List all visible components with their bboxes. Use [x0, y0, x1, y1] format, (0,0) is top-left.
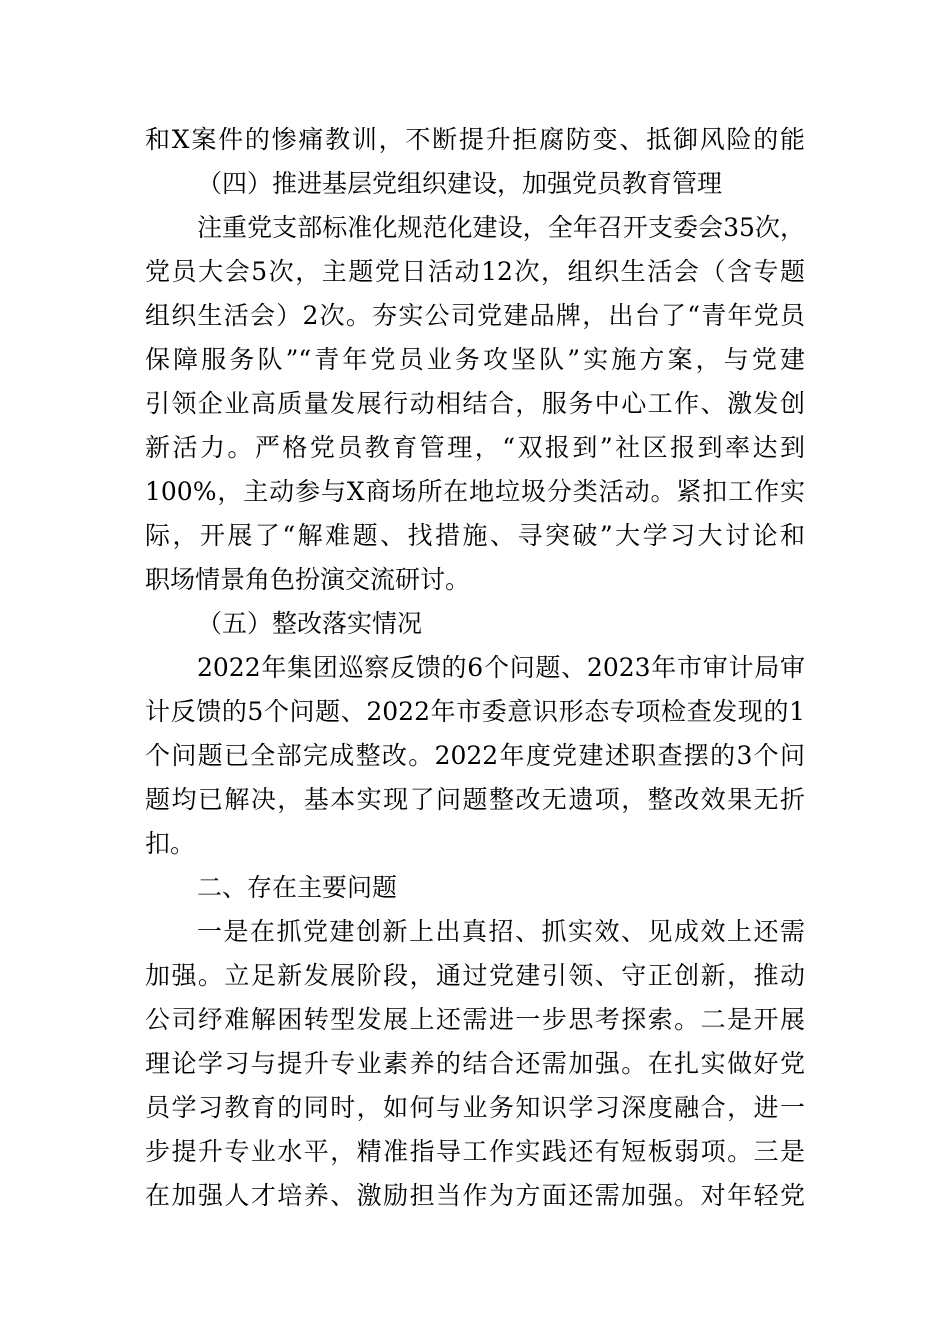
text-line: 际，开展了“解难题、找措施、寻突破”大学习大讨论和 — [145, 521, 805, 550]
section-heading-4 — [145, 162, 805, 206]
text-line: 公司纾难解困转型发展上还需进一步思考探索。二是开展 — [145, 1005, 805, 1034]
section-heading-5 — [145, 602, 805, 646]
text-line: 和X案件的惨痛教训，不断提升拒腐防变、抵御风险的能 — [145, 125, 805, 154]
text-line: 员学习教育的同时，如何与业务知识学习深度融合，进一 — [145, 1093, 805, 1122]
document-page — [145, 118, 805, 1218]
text-line: 步提升专业水平，精准指导工作实践还有短板弱项。三是 — [145, 1137, 805, 1166]
paragraph-rectification — [145, 646, 805, 866]
continued-paragraph — [145, 118, 805, 162]
heading-line: 二、存在主要问题 — [197, 873, 398, 902]
text-line: 扣。 — [145, 829, 196, 858]
heading-line: （四）推进基层党组织建设，加强党员教育管理 — [197, 169, 723, 198]
text-line: 党员大会5次，主题党日活动12次，组织生活会（含专题 — [145, 257, 805, 286]
text-line: 加强。立足新发展阶段，通过党建引领、守正创新，推动 — [145, 961, 805, 990]
text-line: 新活力。严格党员教育管理，“双报到”社区报到率达到 — [145, 433, 805, 462]
text-line: 计反馈的5个问题、2022年市委意识形态专项检查发现的1 — [145, 697, 805, 726]
text-line: 个问题已全部完成整改。2022年度党建述职查摆的3个问 — [145, 741, 805, 770]
text-line: 组织生活会）2次。夯实公司党建品牌，出台了“青年党员 — [145, 301, 805, 330]
section-heading-2 — [145, 866, 805, 910]
paragraph-main-problems — [145, 910, 805, 1218]
paragraph-party-organization — [145, 206, 805, 602]
text-line: 2022年集团巡察反馈的6个问题、2023年市审计局审 — [197, 653, 805, 682]
heading-line: （五）整改落实情况 — [197, 609, 423, 638]
text-line: 题均已解决，基本实现了问题整改无遗项，整改效果无折 — [145, 785, 805, 814]
text-line: 在加强人才培养、激励担当作为方面还需加强。对年轻党 — [145, 1181, 805, 1210]
text-line: 注重党支部标准化规范化建设，全年召开支委会35次， — [197, 213, 805, 242]
text-line: 100%，主动参与X商场所在地垃圾分类活动。紧扣工作实 — [145, 477, 805, 506]
text-line: 一是在抓党建创新上出真招、抓实效、见成效上还需 — [197, 917, 805, 946]
text-line: 保障服务队”“青年党员业务攻坚队”实施方案，与党建 — [145, 345, 805, 374]
text-line: 引领企业高质量发展行动相结合，服务中心工作、激发创 — [145, 389, 805, 418]
text-line: 职场情景角色扮演交流研讨。 — [145, 565, 471, 594]
text-line: 理论学习与提升专业素养的结合还需加强。在扎实做好党 — [145, 1049, 805, 1078]
